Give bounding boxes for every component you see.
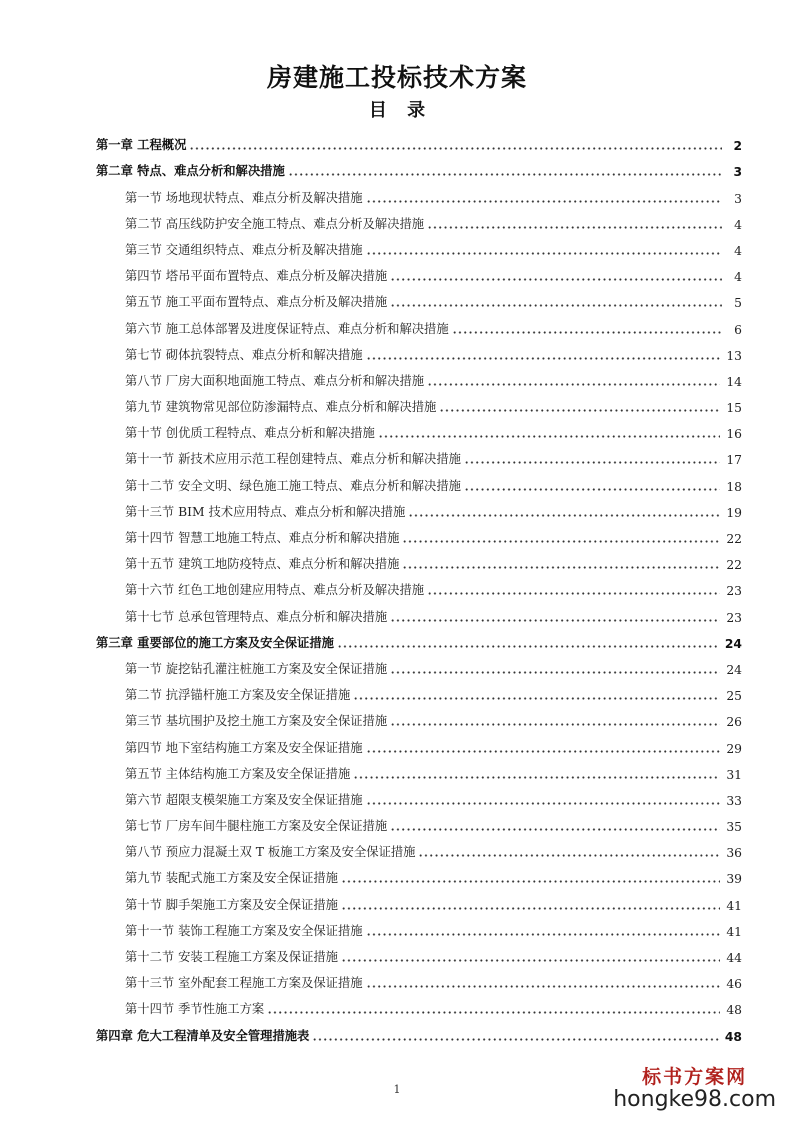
dot-leader — [418, 843, 720, 857]
toc-entry-page: 36 — [726, 846, 742, 861]
toc-section-entry[interactable] — [96, 363, 742, 389]
toc-section-entry[interactable] — [96, 415, 742, 441]
toc-entry-page: 22 — [726, 558, 742, 573]
toc-entry-label: 第二节 高压线防护安全施工特点、难点分析及解决措施 — [125, 216, 425, 231]
toc-entry-label: 第九节 装配式施工方案及安全保证措施 — [125, 871, 338, 886]
toc-entry-page: 46 — [726, 977, 742, 992]
toc-entry-page: 6 — [734, 322, 742, 337]
dot-leader — [390, 293, 722, 307]
toc-heading: 目 录 — [368, 100, 426, 121]
toc-entry-label: 第十节 脚手架施工方案及安全保证措施 — [125, 897, 338, 912]
toc-entry-page: 18 — [726, 479, 742, 494]
toc-entry-label: 第十四节 智慧工地施工特点、难点分析和解决措施 — [125, 531, 400, 545]
toc-entry-label: 第十三节 BIM 技术应用特点、难点分析和解决措施 — [125, 504, 406, 519]
toc-section-entry[interactable] — [96, 520, 742, 546]
dot-leader — [402, 529, 720, 543]
toc-section-entry[interactable] — [96, 598, 742, 624]
toc-entry-page: 24 — [726, 662, 742, 677]
dot-leader — [366, 241, 722, 255]
toc-section-entry[interactable] — [96, 965, 742, 991]
toc-entry-label: 第一节 旋挖钻孔灌注桩施工方案及安全保证措施 — [125, 661, 388, 676]
watermark-url: hongke98.com — [613, 1087, 776, 1112]
toc-entry-page: 35 — [726, 820, 742, 835]
dot-leader — [408, 503, 720, 517]
toc-section-entry[interactable] — [96, 677, 742, 703]
dot-leader — [427, 581, 720, 595]
toc-entry-page: 48 — [724, 1029, 742, 1044]
dot-leader — [366, 791, 721, 805]
toc-entry-label: 第十节 创优质工程特点、难点分析和解决措施 — [125, 426, 375, 441]
dot-leader — [390, 712, 720, 726]
toc-entry-label: 第三节 基坑围护及挖土施工方案及安全保证措施 — [125, 714, 388, 729]
page-number: 1 — [393, 1083, 401, 1096]
dot-leader — [464, 477, 720, 491]
toc-entry-label: 第五节 施工平面布置特点、难点分析及解决措施 — [125, 295, 388, 310]
toc-section-entry[interactable] — [96, 991, 742, 1017]
toc-section-entry[interactable] — [96, 808, 742, 834]
toc-chapter-entry[interactable] — [96, 127, 742, 153]
toc-entry-label: 第七节 厂房车间牛腿柱施工方案及安全保证措施 — [125, 819, 388, 834]
toc-entry-label: 第六节 施工总体部署及进度保证特点、难点分析和解决措施 — [125, 321, 449, 336]
toc-entry-label: 第二节 抗浮锚杆施工方案及安全保证措施 — [125, 688, 351, 703]
toc-entry-page: 3 — [733, 165, 742, 180]
toc-entry-page: 13 — [726, 348, 742, 363]
toc-entry-page: 26 — [726, 715, 742, 730]
toc-entry-label: 第三节 交通组织特点、难点分析及解决措施 — [125, 242, 363, 257]
toc-entry-label: 第十一节 装饰工程施工方案及安全保证措施 — [125, 923, 363, 938]
dot-leader — [341, 948, 720, 962]
toc-entry-label: 第十一节 新技术应用示范工程创建特点、难点分析和解决措施 — [125, 452, 461, 467]
toc-section-entry[interactable] — [96, 284, 742, 310]
toc-section-entry[interactable] — [96, 729, 742, 755]
dot-leader — [366, 189, 722, 203]
toc-entry-label: 第七节 砌体抗裂特点、难点分析和解决措施 — [125, 347, 363, 362]
toc-entry-label: 第一章 工程概况 — [96, 138, 187, 153]
toc-entry-label: 第六节 超限支模架施工方案及安全保证措施 — [125, 792, 363, 807]
toc-entry-label: 第四节 地下室结构施工方案及安全保证措施 — [125, 740, 363, 755]
toc-entry-label: 第十六节 红色工地创建应用特点、难点分析及解决措施 — [125, 583, 425, 598]
toc-entry-label: 第八节 预应力混凝土双 T 板施工方案及安全保证措施 — [125, 845, 416, 860]
table-of-contents — [96, 127, 742, 1044]
toc-entry-page: 25 — [726, 689, 742, 704]
toc-entry-page: 41 — [726, 898, 742, 913]
toc-section-entry[interactable] — [96, 703, 742, 729]
toc-entry-page: 44 — [726, 951, 742, 965]
toc-section-entry[interactable] — [96, 939, 742, 965]
dot-leader — [378, 424, 720, 438]
toc-entry-page: 3 — [734, 191, 742, 206]
toc-entry-label: 第三章 重要部位的施工方案及安全保证措施 — [96, 635, 334, 650]
toc-entry-page: 41 — [726, 924, 742, 939]
toc-entry-page: 39 — [726, 872, 742, 887]
toc-section-entry[interactable] — [96, 546, 742, 572]
toc-entry-label: 第十二节 安全文明、绿色施工施工特点、难点分析和解决措施 — [125, 478, 461, 493]
toc-entry-page: 16 — [726, 427, 742, 442]
toc-section-entry[interactable] — [96, 494, 742, 520]
dot-leader — [341, 896, 720, 910]
toc-section-entry[interactable] — [96, 389, 742, 415]
dot-leader — [402, 555, 720, 569]
toc-section-entry[interactable] — [96, 572, 742, 598]
dot-leader — [353, 686, 720, 700]
toc-entry-label: 第十七节 总承包管理特点、难点分析和解决措施 — [125, 609, 388, 624]
dot-leader — [267, 1000, 720, 1014]
toc-section-entry[interactable] — [96, 310, 742, 336]
dot-leader — [189, 136, 722, 150]
toc-entry-page: 23 — [726, 610, 742, 625]
toc-entry-page: 19 — [726, 505, 742, 520]
toc-entry-label: 第十五节 建筑工地防疫特点、难点分析和解决措施 — [125, 557, 400, 572]
watermark-brand: 标书方案网 — [642, 1066, 748, 1088]
dot-leader — [390, 608, 720, 622]
toc-section-entry[interactable] — [96, 651, 742, 677]
toc-entry-label: 第十四节 季节性施工方案 — [125, 1002, 265, 1017]
dot-leader — [337, 634, 719, 648]
dot-leader — [341, 869, 720, 883]
toc-entry-label: 第十三节 室外配套工程施工方案及保证措施 — [125, 976, 363, 991]
toc-entry-page: 14 — [726, 374, 742, 389]
dot-leader — [312, 1027, 719, 1041]
toc-section-entry[interactable] — [96, 467, 742, 493]
dot-leader — [366, 922, 721, 936]
toc-section-entry[interactable] — [96, 913, 742, 939]
toc-entry-page: 15 — [726, 401, 742, 416]
toc-entry-page: 24 — [724, 636, 742, 651]
toc-chapter-entry[interactable] — [96, 1017, 742, 1043]
dot-leader — [439, 398, 720, 412]
toc-entry-page: 2 — [733, 139, 742, 154]
toc-section-entry[interactable] — [96, 860, 742, 886]
toc-entry-page: 5 — [734, 296, 742, 311]
dot-leader — [390, 817, 720, 831]
watermark-logo — [613, 1062, 776, 1112]
toc-entry-page: 22 — [726, 532, 742, 546]
toc-entry-page: 4 — [734, 243, 742, 258]
toc-section-entry[interactable] — [96, 886, 742, 912]
toc-chapter-entry[interactable] — [96, 153, 742, 179]
dot-leader — [427, 215, 722, 229]
toc-entry-label: 第四章 危大工程清单及安全管理措施表 — [96, 1028, 310, 1043]
toc-entry-page: 4 — [734, 270, 742, 285]
toc-section-entry[interactable] — [96, 441, 742, 467]
dot-leader — [366, 974, 721, 988]
toc-section-entry[interactable] — [96, 206, 742, 232]
toc-entry-page: 4 — [734, 217, 742, 232]
toc-entry-label: 第四节 塔吊平面布置特点、难点分析及解决措施 — [125, 269, 388, 284]
dot-leader — [366, 739, 721, 753]
toc-section-entry[interactable] — [96, 337, 742, 363]
toc-entry-label: 第十二节 安装工程施工方案及保证措施 — [125, 950, 338, 964]
toc-chapter-entry[interactable] — [96, 625, 742, 651]
toc-entry-page: 33 — [726, 793, 742, 808]
toc-section-entry[interactable] — [96, 834, 742, 860]
toc-section-entry[interactable] — [96, 756, 742, 782]
toc-entry-page: 17 — [726, 453, 742, 468]
toc-entry-page: 23 — [726, 584, 742, 599]
toc-entry-label: 第一节 场地现状特点、难点分析及解决措施 — [125, 190, 363, 205]
dot-leader — [288, 162, 722, 176]
toc-entry-page: 29 — [726, 741, 742, 756]
toc-section-entry[interactable] — [96, 179, 742, 205]
toc-section-entry[interactable] — [96, 232, 742, 258]
toc-entry-label: 第二章 特点、难点分析和解决措施 — [96, 164, 285, 179]
document-title: 房建施工投标技术方案 — [266, 63, 527, 92]
toc-section-entry[interactable] — [96, 258, 742, 284]
toc-entry-label: 第五节 主体结构施工方案及安全保证措施 — [125, 766, 351, 781]
dot-leader — [452, 320, 722, 334]
toc-entry-label: 第九节 建筑物常见部位防渗漏特点、难点分析和解决措施 — [125, 400, 437, 415]
dot-leader — [390, 267, 722, 281]
dot-leader — [464, 450, 720, 464]
toc-entry-page: 31 — [726, 767, 742, 782]
dot-leader — [366, 346, 721, 360]
toc-entry-label: 第八节 厂房大面积地面施工特点、难点分析和解决措施 — [125, 373, 425, 388]
dot-leader — [390, 660, 720, 674]
toc-entry-page: 48 — [726, 1003, 742, 1018]
toc-section-entry[interactable] — [96, 782, 742, 808]
dot-leader — [427, 372, 720, 386]
dot-leader — [353, 765, 720, 779]
